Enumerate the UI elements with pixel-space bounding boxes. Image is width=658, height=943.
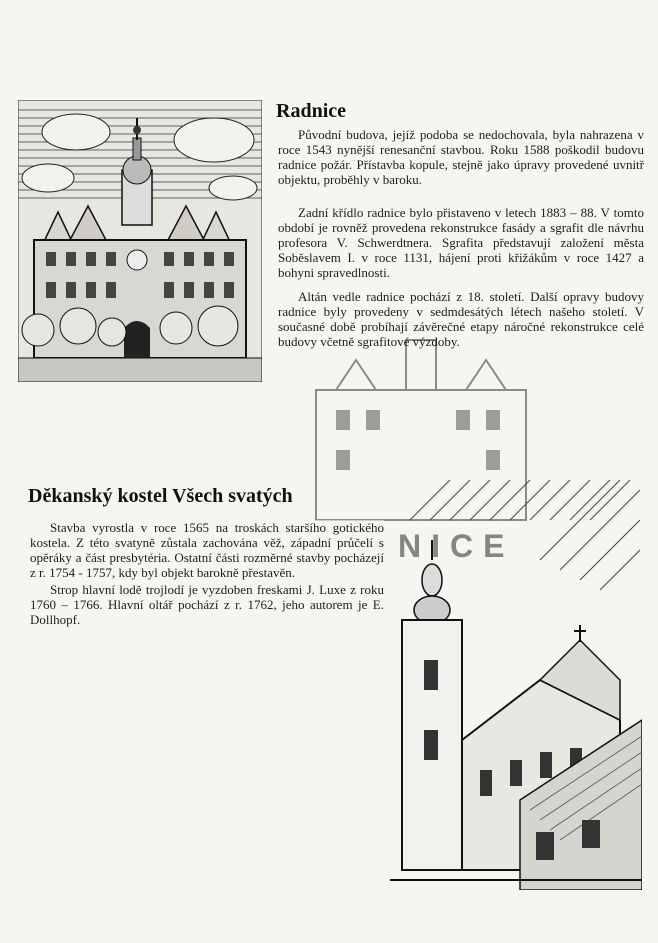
section-title-radnice: Radnice (276, 100, 346, 122)
radnice-paragraph-2: Zadní křídlo radnice bylo přistaveno v letech 1883 – 88. V tomto období je rovněž provedena rekonstrukce fasády a sgrafit dle návrhu profesora V. Schwerdtnera. Sgrafita představují založení města Soběslavem I. v roce 1131, hájení proti křižákům v roce 1427 a bohyni spravedlnosti. (278, 205, 644, 280)
kostel-paragraph-2: Strop hlavní lodě trojlodí je vyzdoben freskami J. Luxe z roku 1760 – 1766. Hlavní oltář pochází z r. 1762, jeho autorem je E. Dollhopf. (30, 582, 384, 627)
kostel-paragraph-1: Stavba vyrostla v roce 1565 na troskách staršího gotického kostela. Z této svatyně zůstala zachována věž, západní průčelí s opěráky a část presbytéria. Ostatní části rozměrné stavby pocházejí z r. 1754 - 1757, kdy byl objekt barokně přestavěn. (30, 520, 384, 580)
section-title-kostel: Děkanský kostel Všech svatých (28, 485, 293, 507)
town-hall-illustration (18, 100, 262, 382)
church-illustration (390, 480, 642, 890)
radnice-paragraph-3: Altán vedle radnice pochází z 18. století. Další opravy budovy radnice byly provedeny v sedmdesátých létech našeho století. V současné době probíhají závěrečné etapy náročné rekonstrukce celé budovy včetně sgrafitové výzdoby. (278, 289, 644, 349)
radnice-paragraph-1: Původní budova, jejíž podoba se nedochovala, byla nahrazena v roce 1543 nynější renesanční stavbou. Roku 1588 poškodil budovu radnice požár. Přístavba kopule, stejně jako úpravy provedené uvnitř objektu, proběhly v baroku. (278, 127, 644, 187)
stamp-lettering: NICE (398, 528, 515, 564)
